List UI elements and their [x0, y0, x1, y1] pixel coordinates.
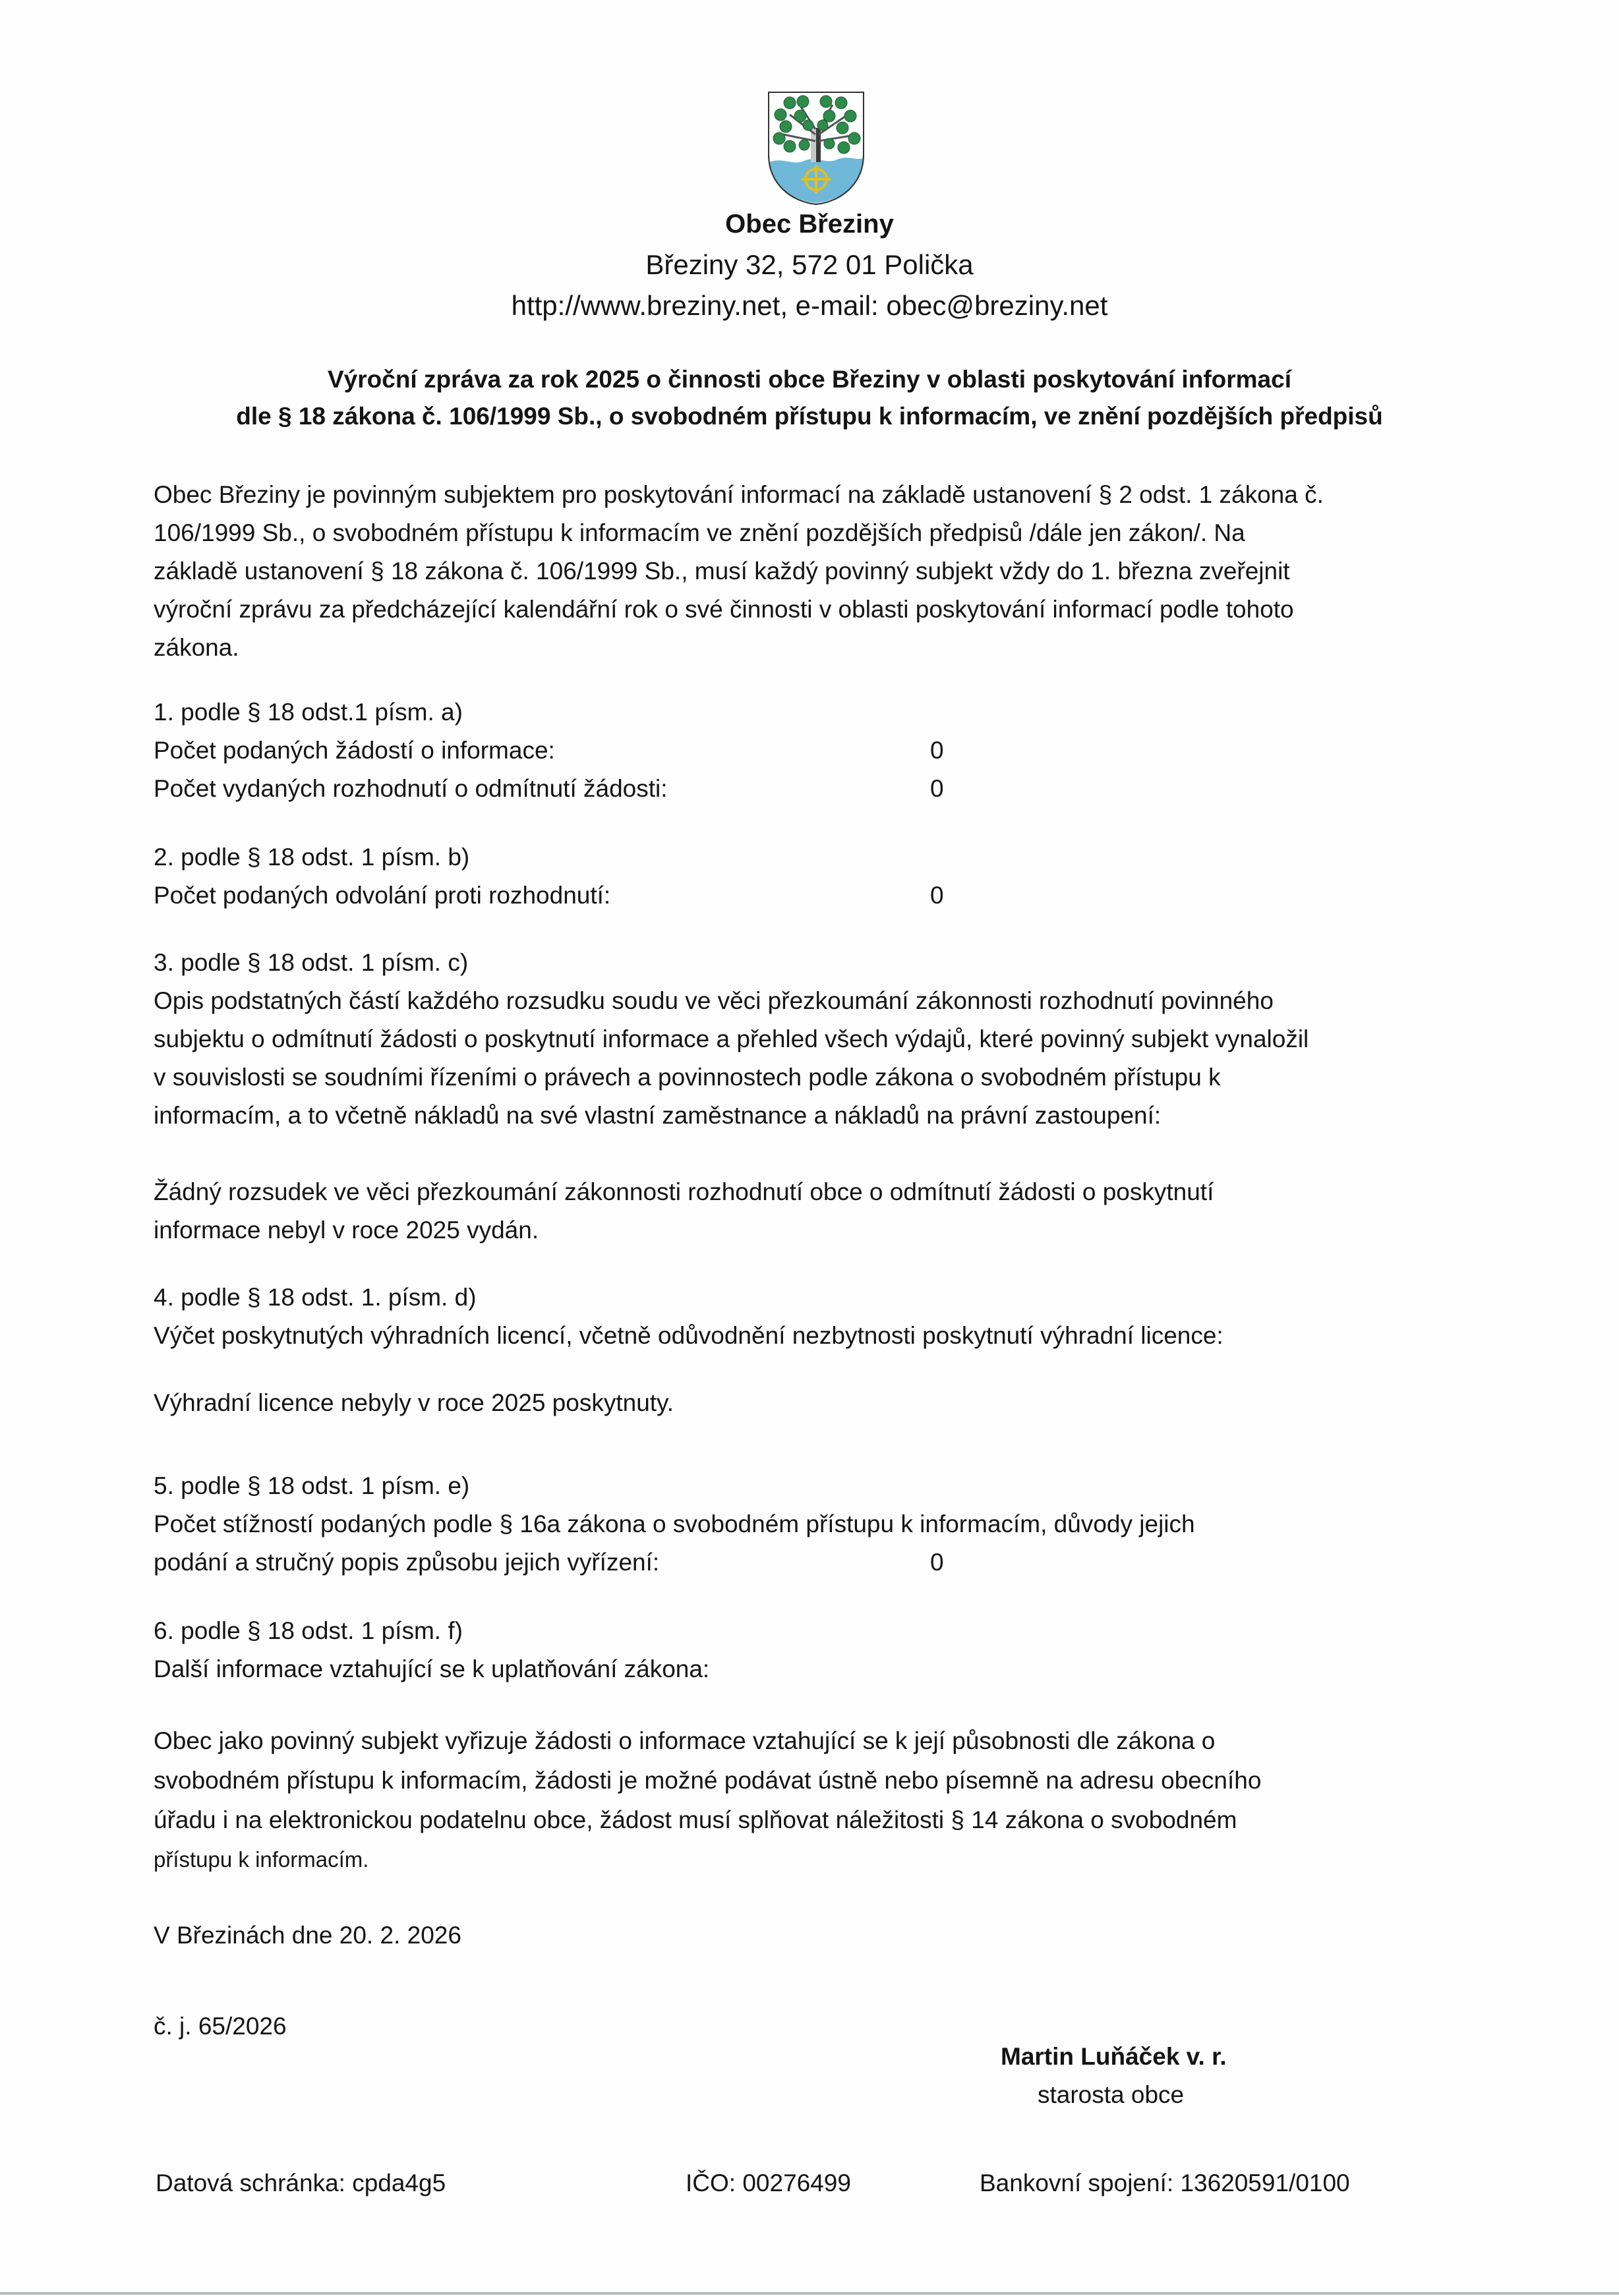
signatory-name: Martin Luňáček v. r.	[1001, 2043, 1227, 2070]
footer-data-box: Datová schránka: cpda4g5	[156, 2169, 446, 2196]
section-heading: 4. podle § 18 odst. 1. písm. d)	[154, 1284, 477, 1311]
section-detail-line: přístupu k informacím.	[154, 1847, 369, 1872]
coat-of-arms-icon	[763, 88, 869, 207]
section-heading: 6. podle § 18 odst. 1 písm. f)	[154, 1617, 463, 1644]
section-4-result	[154, 1384, 1485, 1422]
section-3-result	[154, 1173, 1485, 1249]
report-title-line: dle § 18 zákona č. 106/1999 Sb., o svobodném přístupu k informacím, ve znění pozdějších předpisů	[236, 403, 1383, 430]
section-text-line: Výčet poskytnutých výhradních licencí, včetně odůvodnění nezbytnosti poskytnutí výhradní licence:	[154, 1322, 1223, 1349]
section-heading: 2. podle § 18 odst. 1 písm. b)	[154, 844, 470, 871]
stat-row	[154, 770, 1485, 808]
section-result-line: Výhradní licence nebyly v roce 2025 poskytnuty.	[154, 1389, 674, 1416]
place-and-date: V Březinách dne 20. 2. 2026	[154, 1922, 461, 1949]
section-3	[154, 944, 1485, 1135]
section-5	[154, 1467, 1485, 1582]
section-text-line: Další informace vztahující se k uplatňování zákona:	[154, 1655, 710, 1682]
reference-number: č. j. 65/2026	[154, 2013, 287, 2040]
section-6-details	[154, 1721, 1485, 1880]
footer-bank: Bankovní spojení: 13620591/0100	[980, 2169, 1350, 2196]
stat-row	[154, 732, 1485, 770]
intro-line: 106/1999 Sb., o svobodném přístupu k informacím ve znění pozdějších předpisů /dále jen zákon/. Na	[154, 519, 1245, 546]
stat-value: 0	[930, 737, 944, 764]
stat-row	[154, 876, 1485, 915]
section-text-line: v souvislosti se soudními řízeními o právech a povinnostech podle zákona o svobodném přístupu k	[154, 1064, 1221, 1091]
stat-value: 0	[930, 882, 944, 909]
signature-block	[1001, 2038, 1278, 2114]
stat-label: Počet podaných žádostí o informace:	[154, 737, 555, 764]
signatory-role: starosta obce	[1038, 2081, 1185, 2108]
stat-value: 0	[930, 1549, 944, 1576]
section-heading: 5. podle § 18 odst. 1 písm. e)	[154, 1472, 470, 1499]
municipality-address: Březiny 32, 572 01 Polička	[645, 249, 974, 280]
section-result-line: Žádný rozsudek ve věci přezkoumání zákonnosti rozhodnutí obce o odmítnutí žádosti o poskytnutí	[154, 1178, 1214, 1205]
section-6	[154, 1612, 1485, 1688]
intro-paragraph	[154, 476, 1485, 667]
section-detail-line: svobodném přístupu k informacím, žádosti je možné podávat ústně nebo písemně na adresu obecního	[154, 1767, 1262, 1794]
scan-edge-divider	[0, 2292, 1619, 2295]
report-title	[0, 361, 1619, 435]
intro-line: Obec Březiny je povinným subjektem pro poskytování informací na základě ustanovení § 2 odst. 1 zákona č.	[154, 481, 1324, 508]
stat-label: Počet vydaných rozhodnutí o odmítnutí žádosti:	[154, 775, 668, 802]
stat-row	[154, 1543, 1485, 1582]
section-text-line: subjektu o odmítnutí žádosti o poskytnutí informace a přehled všech výdajů, které povinný subjekt vynaložil	[154, 1025, 1309, 1052]
section-detail-line: úřadu i na elektronickou podatelnu obce, žádost musí splňovat náležitosti § 14 zákona o svobodném	[154, 1806, 1237, 1833]
section-1	[154, 693, 1485, 808]
stat-label: podání a stručný popis způsobu jejich vyřízení:	[154, 1549, 660, 1576]
section-text-line: informacím, a to včetně nákladů na své vlastní zaměstnance a nákladů na právní zastoupení:	[154, 1102, 1162, 1129]
section-text-line: Opis podstatných částí každého rozsudku soudu ve věci přezkoumání zákonnosti rozhodnutí povinného	[154, 987, 1274, 1014]
intro-line: zákona.	[154, 634, 239, 661]
section-text-line: Počet stížností podaných podle § 16a zákona o svobodném přístupu k informacím, důvody jejich	[154, 1510, 1195, 1537]
section-heading: 1. podle § 18 odst.1 písm. a)	[154, 699, 463, 726]
intro-line: výroční zprávu za předcházející kalendářní rok o své činnosti v oblasti poskytování informací podle tohoto	[154, 596, 1294, 623]
intro-line: základě ustanovení § 18 zákona č. 106/1999 Sb., musí každý povinný subjekt vždy do 1. března zveřejnit	[154, 558, 1290, 585]
municipality-name: Obec Březiny	[725, 210, 894, 239]
section-detail-line: Obec jako povinný subjekt vyřizuje žádosti o informace vztahující se k její působnosti dle zákona o	[154, 1727, 1216, 1754]
section-2	[154, 838, 1485, 915]
footer-ico: IČO: 00276499	[686, 2169, 851, 2196]
report-title-line: Výroční zpráva za rok 2025 o činnosti obce Březiny v oblasti poskytování informací	[328, 366, 1291, 393]
section-result-line: informace nebyl v roce 2025 vydán.	[154, 1217, 539, 1244]
stat-label: Počet podaných odvolání proti rozhodnutí:	[154, 882, 611, 909]
municipality-contact: http://www.breziny.net, e-mail: obec@breziny.net	[511, 290, 1108, 321]
stat-value: 0	[930, 775, 944, 802]
section-heading: 3. podle § 18 odst. 1 písm. c)	[154, 949, 469, 976]
section-4	[154, 1278, 1485, 1355]
